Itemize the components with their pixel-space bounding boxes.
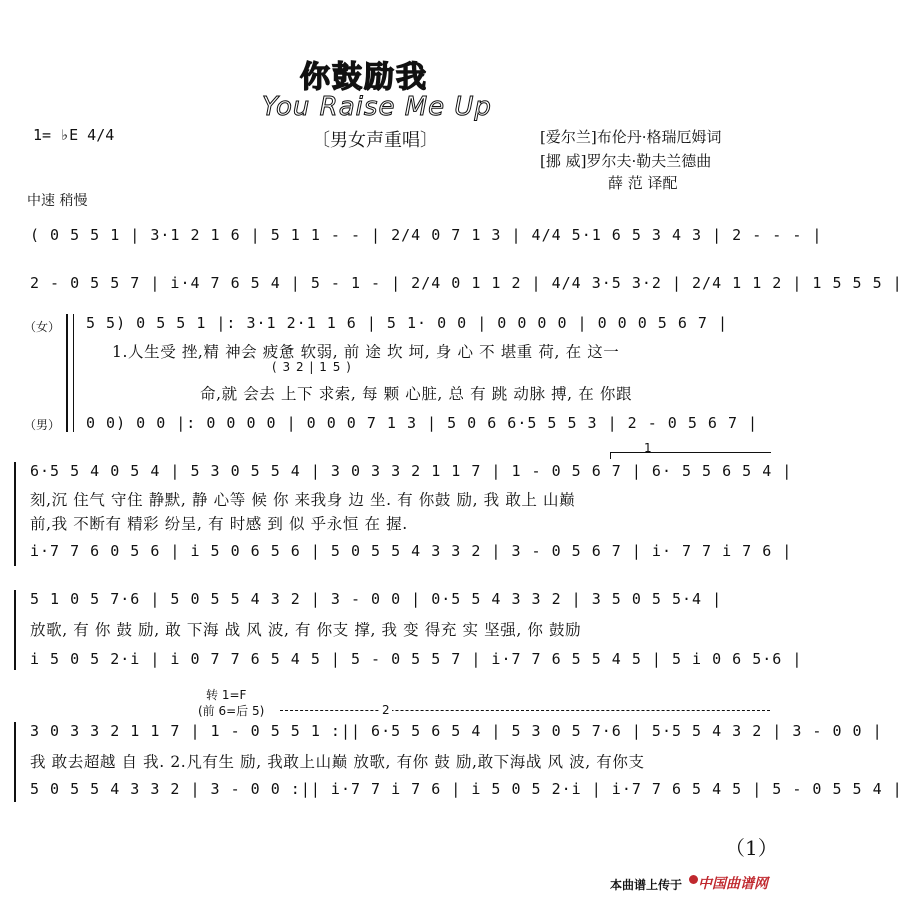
tempo-marking: 中速 稍慢 xyxy=(27,193,88,209)
system-3-alt-notes: ( 3 2 | 1 5 ) xyxy=(272,360,352,374)
key-signature: 1= ♭E 4/4 xyxy=(33,126,115,144)
intro-line-1: ( 0 5 5 1 | 3·1 2 1 6 | 5 1 1 - - | 2/4 0 7 1 3 | 4/4 5·1 6 5 3 4 3 | 2 - - - | xyxy=(30,226,823,244)
system-3-male-notes: 0 0) 0 0 |: 0 0 0 0 | 0 0 0 7 1 3 | 5 0 6 6·5 5 5 3 | 2 - 0 5 6 7 | xyxy=(86,414,759,432)
english-subtitle: You Raise Me Up xyxy=(262,92,492,122)
second-ending-bracket xyxy=(280,710,770,711)
key-change-marking: 转 1=F xyxy=(206,688,247,702)
first-ending-bracket xyxy=(610,452,771,459)
performance-type: 〔男女声重唱〕 xyxy=(312,130,438,151)
lyricist-credit: [爱尔兰]布伦丹·格瑞厄姆词 xyxy=(540,128,722,146)
composer-credit: [挪 威]罗尔夫·勒夫兰德曲 xyxy=(540,152,712,170)
system-3-lyrics-verse-1: 1.人生受 挫,精 神会 疲惫 软弱, 前 途 坎 坷, 身 心 不 堪重 荷, 在 这一 xyxy=(112,343,620,361)
site-brand[interactable]: 中国曲谱网 xyxy=(698,876,768,892)
system-5-male-notes: i 5 0 5 2·i | i 0 7 7 6 5 4 5 | 5 - 0 5 5 7 | i·7 7 6 5 5 4 5 | 5 i 0 6 5·6 | xyxy=(30,650,803,668)
system-3-brace-inner xyxy=(73,314,74,432)
site-logo-icon xyxy=(689,875,698,884)
system-5-female-notes: 5 1 0 5 7·6 | 5 0 5 5 4 3 2 | 3 - 0 0 | 0·5 5 4 3 3 2 | 3 5 0 5 5·4 | xyxy=(30,590,723,608)
system-6-brace xyxy=(14,722,16,802)
intro-line-2: 2 - 0 5 5 7 | i·4 7 6 5 4 | 5 - 1 - | 2/4 0 1 1 2 | 4/4 3·5 3·2 | 2/4 1 1 2 | 1 5 5 5 | xyxy=(30,274,903,292)
upload-note: 本曲谱上传于 xyxy=(610,878,683,892)
system-3-brace xyxy=(66,314,68,432)
song-title: 你鼓励我 xyxy=(300,60,428,95)
system-3-lyrics-verse-2: 命,就 会去 上下 求索, 每 颗 心脏, 总 有 跳 动脉 搏, 在 你跟 xyxy=(200,385,633,403)
system-6-lyrics: 我 敢去超越 自 我. 2.凡有生 励, 我敢上山巅 放歌, 有你 鼓 励,敢下海战 风 波, 有你支 xyxy=(30,753,645,771)
system-4-lyrics-verse-1: 刻,沉 住气 守住 静默, 静 心等 候 你 来我身 边 坐. 有 你鼓 励, 我 敢上 山巅 xyxy=(30,491,576,509)
second-ending-label: 2 xyxy=(382,703,390,717)
system-5-lyrics: 放歌, 有 你 鼓 励, 敢 下海 战 风 波, 有 你支 撑, 我 变 得充 实 坚强, 你 鼓励 xyxy=(30,621,582,639)
female-voice-label: （女） xyxy=(24,320,61,334)
system-4-brace xyxy=(14,462,16,566)
system-6-female-notes: 3 0 3 3 2 1 1 7 | 1 - 0 5 5 1 :|| 6·5 5 6 5 4 | 5 3 0 5 7·6 | 5·5 5 4 3 2 | 3 - 0 0 | xyxy=(30,722,883,740)
first-ending-label: 1 xyxy=(644,441,652,455)
system-3-female-notes: 5 5) 0 5 5 1 |: 3·1 2·1 1 6 | 5 1· 0 0 | 0 0 0 0 | 0 0 0 5 6 7 | xyxy=(86,314,728,332)
system-4-female-notes: 6·5 5 4 0 5 4 | 5 3 0 5 5 4 | 3 0 3 3 2 1 1 7 | 1 - 0 5 6 7 | 6· 5 5 6 5 4 | xyxy=(30,462,793,480)
page-number: （1） xyxy=(725,836,778,860)
system-4-male-notes: i·7 7 6 0 5 6 | i 5 0 6 5 6 | 5 0 5 5 4 3 3 2 | 3 - 0 5 6 7 | i· 7 7 i 7 6 | xyxy=(30,542,793,560)
key-change-note: (前 6=后 5) xyxy=(198,704,265,718)
translator-credit: 薛 范 译配 xyxy=(608,174,678,192)
male-voice-label: （男） xyxy=(24,418,61,432)
system-4-lyrics-verse-2: 前,我 不断有 精彩 纷呈, 有 时感 到 似 乎永恒 在 握. xyxy=(30,515,408,533)
system-5-brace xyxy=(14,590,16,670)
system-6-male-notes: 5 0 5 5 4 3 3 2 | 3 - 0 0 :|| i·7 7 i 7 6 | i 5 0 5 2·i | i·7 7 6 5 4 5 | 5 - 0 5 5 4 | xyxy=(30,780,903,798)
